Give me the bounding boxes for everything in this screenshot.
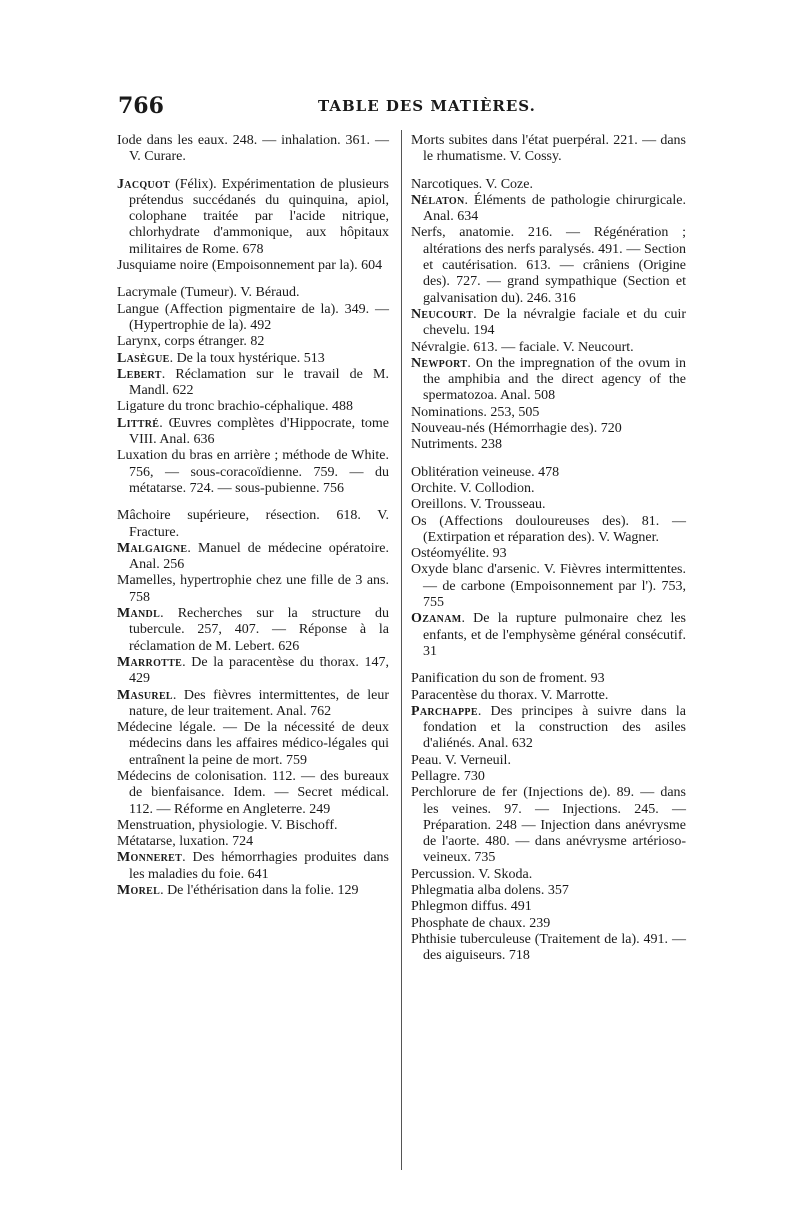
entry-text: Larynx, corps étranger. 82 [117, 334, 265, 350]
index-entry [117, 818, 389, 834]
entry-text: Phlegmatia alba dolens. 357 [411, 883, 569, 899]
index-entry [411, 465, 686, 481]
index-entry [117, 655, 389, 688]
index-entry [411, 546, 686, 562]
entry-text: Ligature du tronc brachio-céphalique. 488 [117, 399, 353, 415]
index-entry [117, 834, 389, 850]
index-entry [117, 769, 389, 818]
running-title: TABLE DES MATIÈRES. [318, 97, 536, 115]
entry-text: Médecine légale. — De la nécessité de deux médecins dans les affaires médico-légales qui entraînent la peine de mort. 759 [117, 720, 389, 768]
index-entry [411, 753, 686, 769]
entry-text: Oxyde blanc d'arsenic. V. Fièvres intermittentes. — de carbone (Empoisonnement par l'). 753, 755 [411, 562, 686, 611]
index-entry [117, 883, 389, 899]
entry-text: Ostéomyélite. 93 [411, 546, 507, 562]
index-entry [411, 611, 686, 660]
entry-text: Mamelles, hypertrophie chez une fille de 3 ans. 758 [117, 573, 389, 605]
entry-text: Lacrymale (Tumeur). V. Béraud. [117, 285, 300, 301]
entry-text: Iode dans les eaux. 248. — inhalation. 361. — V. Curare. [117, 133, 389, 165]
entry-headword: Jacquot [117, 176, 170, 192]
entry-text: Métatarse, luxation. 724 [117, 834, 254, 850]
entry-text: Jusquiame noire (Empoisonnement par la). 604 [117, 258, 383, 274]
entry-text: . Éléments de pathologie chirurgicale. Anal. 634 [423, 192, 686, 225]
index-entry [117, 573, 389, 606]
entry-text: . Des principes à suivre dans la fondation et la construction des asiles d'aliénés. Anal. 632 [423, 703, 686, 752]
index-entry [411, 437, 686, 453]
entry-text: . Des hémorrhagies produites dans les maladies du foie. 641 [129, 850, 389, 882]
entry-text: Pellagre. 730 [411, 768, 485, 784]
index-entry [411, 340, 686, 356]
entry-text: . De la paracentèse du thorax. 147, 429 [129, 654, 389, 687]
entry-text: Nutriments. 238 [411, 437, 502, 453]
index-entry [411, 481, 686, 497]
entry-text: . Recherches sur la structure du tubercule. 257, 407. — Réponse à la réclamation de M. Lebert. 626 [129, 606, 389, 654]
entry-text: . De la rupture pulmonaire chez les enfants, et de l'emphysème général consécutif. 31 [423, 611, 686, 659]
entry-headword: Littré [117, 415, 160, 431]
index-entry [411, 916, 686, 932]
entry-headword: Masurel [117, 687, 173, 703]
entry-text: Mâchoire supérieure, résection. 618. V. Fracture. [117, 508, 389, 540]
index-entry [411, 899, 686, 915]
entry-text: Oblitération veineuse. 478 [411, 464, 560, 480]
index-entry [411, 405, 686, 421]
index-entry [411, 688, 686, 704]
entry-text: . Des fièvres intermittentes, de leur nature, de leur traitement. Anal. 762 [129, 687, 389, 719]
index-entry [117, 448, 389, 497]
index-entry [411, 671, 686, 687]
entry-text: Percussion. V. Skoda. [411, 866, 533, 882]
entry-text: Peau. V. Verneuil. [411, 752, 511, 768]
page-header [118, 93, 678, 123]
entry-text: Luxation du bras en arrière ; méthode de White. 756, — sous-coracoïdienne. 759. — du métatarse. 724. — sous-pubienne. 756 [117, 448, 389, 496]
index-entry [411, 883, 686, 899]
entry-text: . Réclamation sur le travail de M. Mandl. 622 [129, 366, 389, 399]
index-entry [411, 193, 686, 226]
entry-text: Paracentèse du thorax. V. Marrotte. [411, 687, 609, 703]
entry-text: . On the impregnation of the ovum in the amphibia and the direct agency of the spermatozoa. Anal. 508 [423, 355, 686, 404]
index-entry [117, 133, 389, 166]
index-entry [117, 606, 389, 655]
index-entry [411, 225, 686, 306]
entry-text: Nouveau-nés (Hémorrhagie des). 720 [411, 421, 622, 437]
entry-headword: Marrotte [117, 654, 183, 670]
index-entry [117, 351, 389, 367]
entry-text: . De la toux hystérique. 513 [169, 350, 325, 366]
index-entry [411, 867, 686, 883]
index-column-right [411, 133, 686, 965]
index-entry [117, 720, 389, 769]
index-entry [117, 399, 389, 415]
index-entry [117, 285, 389, 301]
index-entry [411, 421, 686, 437]
index-entry [117, 334, 389, 350]
index-entry [411, 932, 686, 965]
entry-text: Nerfs, anatomie. 216. — Régénération ; altérations des nerfs paralysés. 491. — Section et cautérisation. 613. — crâniens (Origine des). 727. — grand sympathique (Section et galvanisation du). 246. 316 [411, 225, 686, 306]
entry-headword: Monneret [117, 850, 183, 866]
column-divider [401, 130, 402, 1170]
index-entry [117, 367, 389, 400]
entry-headword: Ozanam [411, 611, 462, 627]
entry-text: Morts subites dans l'état puerpéral. 221. — dans le rhumatisme. V. Cossy. [411, 133, 686, 165]
entry-text: Oreillons. V. Trousseau. [411, 497, 546, 513]
index-entry [411, 356, 686, 405]
entry-headword: Parchappe [411, 703, 478, 719]
entry-text: Narcotiques. V. Coze. [411, 176, 533, 192]
index-entry [411, 704, 686, 753]
entry-headword: Morel [117, 883, 161, 899]
index-column-left [117, 133, 389, 899]
entry-text: . De la névralgie faciale et du cuir chevelu. 194 [423, 306, 686, 339]
entry-text: Nominations. 253, 505 [411, 404, 540, 420]
index-entry [117, 541, 389, 574]
index-entry [117, 416, 389, 449]
index-entry [117, 258, 389, 274]
entry-text: Os (Affections douloureuses des). 81. — (Extirpation et réparation des). V. Wagner. [411, 513, 686, 545]
index-entry [117, 177, 389, 258]
entry-text: Orchite. V. Collodion. [411, 480, 535, 496]
entry-headword: Lasègue [117, 350, 170, 366]
index-entry [411, 133, 686, 166]
entry-headword: Neucourt [411, 306, 474, 322]
index-entry [117, 688, 389, 721]
index-entry [411, 514, 686, 547]
index-entry [411, 562, 686, 611]
entry-text: Médecins de colonisation. 112. — des bureaux de bienfaisance. Idem. — Secret médical. 112. — Réforme en Angleterre. 249 [117, 768, 389, 817]
index-entry [117, 850, 389, 883]
index-entry [411, 497, 686, 513]
entry-text: Névralgie. 613. — faciale. V. Neucourt. [411, 339, 634, 355]
entry-text: Menstruation, physiologie. V. Bischoff. [117, 817, 338, 833]
entry-text: Panification du son de froment. 93 [411, 671, 605, 687]
entry-headword: Newport [411, 355, 468, 371]
entry-text: (Félix). Expérimentation de plusieurs prétendus succédanés du quinquina, apiol, colophane traitée par l'acide nitrique, chlorhydrate d'ammonique, aux hôpitaux militaires de Rome. 678 [129, 176, 389, 257]
index-entry [117, 302, 389, 335]
entry-text: Phosphate de chaux. 239 [411, 915, 551, 931]
entry-text: Perchlorure de fer (Injections de). 89. — dans les veines. 97. — Injections. 245. — Préparation. 248 — Injection dans anévrysme de l'aorte. 480. — dans anévrysme artérioso-veineux. 735 [411, 785, 686, 866]
entry-text: . De l'éthérisation dans la folie. 129 [160, 883, 359, 899]
index-entry [411, 307, 686, 340]
index-entry [411, 785, 686, 866]
entry-text: . Manuel de médecine opératoire. Anal. 256 [129, 540, 389, 573]
entry-headword: Malgaigne [117, 540, 188, 556]
entry-text: . Œuvres complètes d'Hippocrate, tome VIII. Anal. 636 [129, 415, 389, 448]
entry-text: Phlegmon diffus. 491 [411, 899, 532, 915]
index-entry [411, 769, 686, 785]
entry-headword: Nélaton [411, 192, 465, 208]
entry-text: Phthisie tuberculeuse (Traitement de la). 491. — des aiguiseurs. 718 [411, 931, 686, 964]
entry-text: Langue (Affection pigmentaire de la). 349. — (Hypertrophie de la). 492 [117, 301, 389, 333]
page-number: 766 [118, 93, 164, 119]
index-entry [411, 177, 686, 193]
index-entry [117, 508, 389, 541]
entry-headword: Mandl [117, 606, 161, 622]
entry-headword: Lebert [117, 366, 162, 382]
